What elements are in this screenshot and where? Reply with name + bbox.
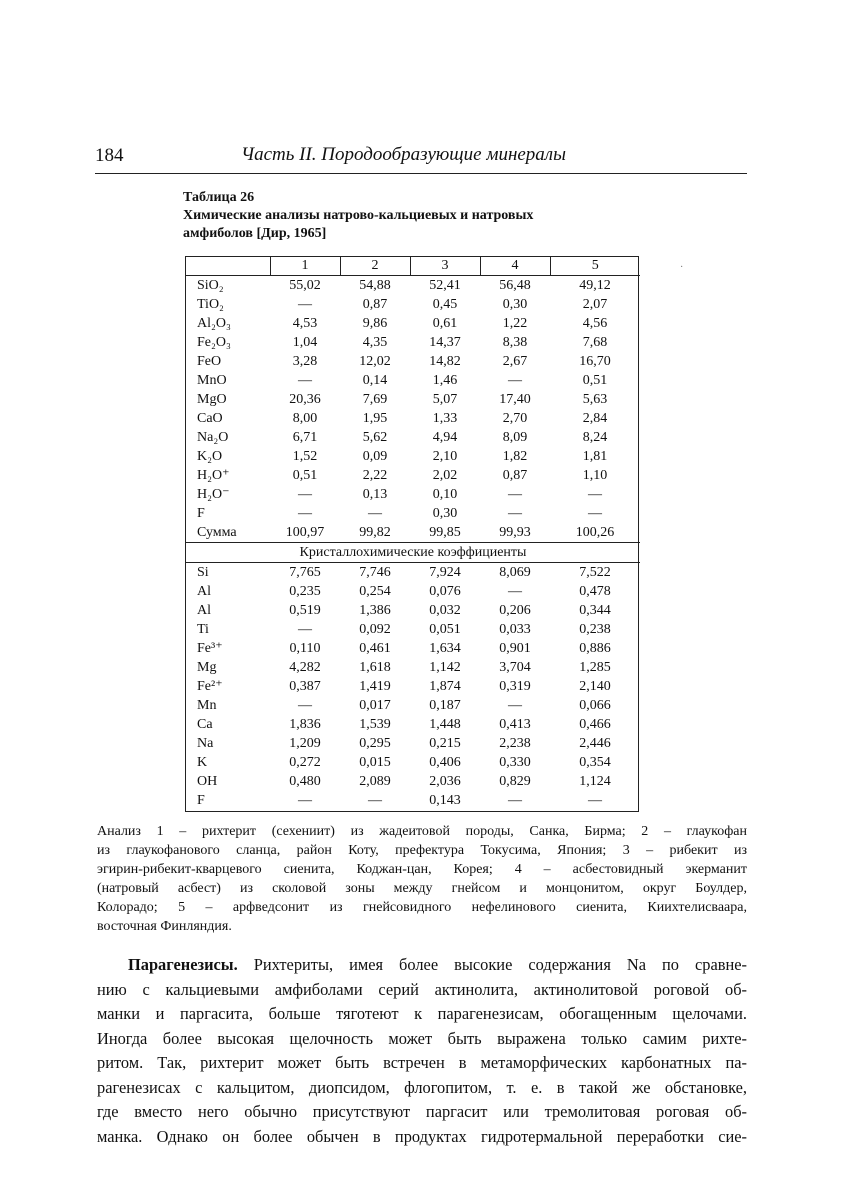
- table-cell: —: [298, 506, 312, 521]
- table-cell: 20,36: [289, 392, 321, 407]
- table-cell: —: [508, 793, 522, 808]
- row-label: MgO: [197, 392, 227, 407]
- table-cell: —: [368, 793, 382, 808]
- table-cell: 7,522: [579, 565, 611, 580]
- table-cell: 0,187: [429, 698, 461, 713]
- table-cell: 1,285: [579, 660, 611, 675]
- table-cell: 0,87: [362, 297, 388, 312]
- table-cell: 0,319: [499, 679, 531, 694]
- table-cell: 0,13: [362, 487, 388, 502]
- table-cell: 3,28: [292, 354, 318, 369]
- margin-mark: ·: [680, 262, 684, 273]
- table-cell: 6,71: [292, 430, 318, 445]
- table-cell: 0,87: [502, 468, 528, 483]
- table-cell: 4,53: [292, 316, 318, 331]
- table-cell: 2,70: [502, 411, 528, 426]
- table-cell: —: [368, 506, 382, 521]
- column-header: [186, 257, 270, 276]
- table-cell: 0,480: [289, 774, 321, 789]
- table-cell: 0,330: [499, 755, 531, 770]
- table-cell: 0,387: [289, 679, 321, 694]
- table-cell: 2,140: [579, 679, 611, 694]
- paragraph-line: Иногда более высокая щелочность может быть выражена только самим рихте-: [97, 1028, 747, 1048]
- table-row: [186, 715, 640, 734]
- row-label: F: [197, 506, 205, 521]
- table-cell: 1,386: [359, 603, 391, 618]
- table-cell: 0,235: [289, 584, 321, 599]
- table-row: [186, 428, 640, 447]
- row-label: Al: [197, 603, 211, 618]
- table-cell: 1,124: [579, 774, 611, 789]
- table-cell: 1,618: [359, 660, 391, 675]
- table-row: [186, 677, 640, 696]
- row-label: CaO: [197, 411, 223, 426]
- body-paragraph: [97, 953, 747, 1149]
- table-cell: 2,22: [362, 468, 388, 483]
- table-cell: 1,874: [429, 679, 461, 694]
- table-cell: 14,37: [429, 335, 461, 350]
- table-cell: 4,35: [362, 335, 388, 350]
- table-cell: 2,446: [579, 736, 611, 751]
- column-header: 5: [550, 257, 640, 276]
- row-label: MnO: [197, 373, 227, 388]
- table-cell: 0,10: [432, 487, 458, 502]
- table-cell: 0,254: [359, 584, 391, 599]
- section-title: Кристаллохимические коэффициенты: [186, 543, 640, 563]
- table-cell: 1,539: [359, 717, 391, 732]
- table-cell: 2,036: [429, 774, 461, 789]
- column-header: 2: [340, 257, 410, 276]
- table-cell: 2,10: [432, 449, 458, 464]
- table-row: [186, 620, 640, 639]
- note-line: Анализ 1 – рихтерит (сехениит) из жадеитовой породы, Санка, Бирма; 2 – глаукофан: [97, 824, 747, 839]
- table-row: [186, 523, 640, 543]
- table-row: [186, 352, 640, 371]
- row-label: Na₂O: [197, 430, 229, 445]
- table-row: [186, 371, 640, 390]
- table-cell: 0,238: [579, 622, 611, 637]
- table-cell: 54,88: [359, 278, 391, 293]
- table-cell: 1,95: [362, 411, 388, 426]
- table-cell: 1,448: [429, 717, 461, 732]
- page-header: [95, 143, 747, 174]
- table-cell: 7,746: [359, 565, 391, 580]
- table-row: [186, 696, 640, 715]
- table-cell: 0,215: [429, 736, 461, 751]
- table-cell: 1,634: [429, 641, 461, 656]
- row-label: H₂O⁻: [197, 487, 230, 502]
- paragraph-heading: Парагенезисы.: [128, 955, 238, 974]
- table-cell: 8,09: [502, 430, 528, 445]
- table-cell: —: [508, 487, 522, 502]
- table-row: [186, 601, 640, 620]
- table-cell: 0,45: [432, 297, 458, 312]
- table-cell: 0,30: [432, 506, 458, 521]
- table-cell: 0,886: [579, 641, 611, 656]
- table-header-row: [186, 257, 640, 276]
- table-cell: 4,56: [582, 316, 608, 331]
- table-cell: 7,924: [429, 565, 461, 580]
- table-cell: 100,97: [270, 523, 340, 543]
- table-cell: 52,41: [429, 278, 461, 293]
- table-cell: 14,82: [429, 354, 461, 369]
- table-cell: 0,206: [499, 603, 531, 618]
- row-label: Mg: [197, 660, 217, 675]
- table-cell: 0,272: [289, 755, 321, 770]
- table-row: [186, 333, 640, 352]
- table-cell: 55,02: [289, 278, 321, 293]
- table-cell: 0,344: [579, 603, 611, 618]
- table-row: [186, 772, 640, 791]
- table-cell: 0,406: [429, 755, 461, 770]
- table-cell: 1,81: [582, 449, 608, 464]
- table-cell: —: [508, 584, 522, 599]
- table-cell: 0,110: [289, 641, 321, 656]
- table-cell: 0,51: [582, 373, 608, 388]
- table-cell: 1,10: [582, 468, 608, 483]
- table-row: [186, 295, 640, 314]
- row-label: SiO₂: [197, 278, 224, 293]
- table-cell: —: [588, 793, 602, 808]
- paragraph-line: ритом. Так, рихтерит может быть встречен в метаморфических карбонатных па-: [97, 1053, 747, 1072]
- table-cell: 0,478: [579, 584, 611, 599]
- table-cell: 1,82: [502, 449, 528, 464]
- table-cell: —: [298, 793, 312, 808]
- row-label: Al₂O₃: [197, 316, 231, 331]
- table-cell: 0,076: [429, 584, 461, 599]
- row-label: Fe₂O₃: [197, 335, 231, 350]
- page-number: 184: [95, 145, 124, 166]
- column-header: 4: [480, 257, 550, 276]
- table-cell: 1,142: [429, 660, 461, 675]
- row-label: OH: [197, 774, 218, 789]
- table-cell: 0,017: [359, 698, 391, 713]
- table-cell: 0,143: [429, 793, 461, 808]
- row-label: FeO: [197, 354, 222, 369]
- table-cell: 2,238: [499, 736, 531, 751]
- table-cell: 16,70: [579, 354, 611, 369]
- table-cell: 5,07: [432, 392, 458, 407]
- table-cell: —: [508, 373, 522, 388]
- table-cell: 2,02: [432, 468, 458, 483]
- row-label: Fe³⁺: [197, 641, 223, 656]
- table-cell: 17,40: [499, 392, 531, 407]
- table-cell: 99,93: [480, 523, 550, 543]
- table-cell: 12,02: [359, 354, 391, 369]
- table-row: [186, 563, 640, 583]
- table-row: [186, 447, 640, 466]
- table-cell: 1,52: [292, 449, 318, 464]
- table-cell: 1,33: [432, 411, 458, 426]
- row-label: H₂O⁺: [197, 468, 230, 483]
- table-cell: 0,413: [499, 717, 531, 732]
- paragraph-line: манки и паргасита, больше тяготеют к парагенезисам, обогащенным щелочами.: [97, 1004, 747, 1023]
- row-label: Ti: [197, 622, 209, 637]
- table-cell: 0,051: [429, 622, 461, 637]
- table-cell: 2,84: [582, 411, 608, 426]
- table-cell: —: [298, 373, 312, 388]
- table-cell: 7,68: [582, 335, 608, 350]
- table-cell: 0,30: [502, 297, 528, 312]
- table-cell: 100,26: [550, 523, 640, 543]
- table-note: [97, 822, 747, 936]
- table-cell: 0,295: [359, 736, 391, 751]
- table-cell: —: [508, 506, 522, 521]
- table-cell: 0,901: [499, 641, 531, 656]
- row-label: Сумма: [186, 523, 270, 543]
- table-cell: 1,04: [292, 335, 318, 350]
- table-cell: —: [298, 622, 312, 637]
- note-line: из глаукофанового сланца, район Коту, префектура Токусима, Япония; 3 – рибекит из: [97, 843, 747, 858]
- table-cell: 8,00: [292, 411, 318, 426]
- table-cell: 49,12: [579, 278, 611, 293]
- table-cell: 1,22: [502, 316, 528, 331]
- row-label: Mn: [197, 698, 217, 713]
- running-title: Часть II. Породообразующие минералы: [241, 144, 566, 165]
- table-row: [186, 390, 640, 409]
- table-cell: 7,765: [289, 565, 321, 580]
- table-cell: 99,82: [340, 523, 410, 543]
- table-cell: 8,24: [582, 430, 608, 445]
- table-label: Таблица 26: [183, 190, 255, 205]
- table-row: [186, 658, 640, 677]
- row-label: TiO₂: [197, 297, 224, 312]
- table-cell: 3,704: [499, 660, 531, 675]
- table-cell: —: [298, 297, 312, 312]
- table-cell: 0,354: [579, 755, 611, 770]
- table-cell: 8,38: [502, 335, 528, 350]
- table-cell: 0,032: [429, 603, 461, 618]
- note-line: эгирин-рибекит-кварцевого сиенита, Коджан-цан, Корея; 4 – асбестовидный экерманит: [97, 862, 747, 877]
- paragraph-line: нию с кальциевыми амфиболами серий актинолита, актинолитовой роговой об-: [97, 979, 747, 999]
- table-cell: 1,419: [359, 679, 391, 694]
- table-cell: 0,829: [499, 774, 531, 789]
- paragraph-line: где вместо него обычно присутствуют паргасит или тремолитовая роговая об-: [97, 1102, 747, 1121]
- table-cell: 2,67: [502, 354, 528, 369]
- table-cell: 2,089: [359, 774, 391, 789]
- row-label: Fe²⁺: [197, 679, 223, 694]
- table-row: [186, 734, 640, 753]
- table-row: [186, 314, 640, 333]
- row-label: Al: [197, 584, 211, 599]
- table-row: [186, 639, 640, 658]
- paragraph-first-line: [97, 953, 747, 978]
- row-label: K: [197, 755, 208, 770]
- table-row: [186, 753, 640, 772]
- column-header: 1: [270, 257, 340, 276]
- column-header: 3: [410, 257, 480, 276]
- table-cell: 0,51: [292, 468, 318, 483]
- table-cell: 99,85: [410, 523, 480, 543]
- table-row: [186, 276, 640, 296]
- row-label: K₂O: [197, 449, 223, 464]
- table-cell: 0,461: [359, 641, 391, 656]
- table-cell: 5,62: [362, 430, 388, 445]
- section-row: [186, 543, 640, 563]
- table-cell: 5,63: [582, 392, 608, 407]
- table-cell: 0,092: [359, 622, 391, 637]
- table-title-line: Химические анализы натрово-кальциевых и натровых: [183, 208, 534, 223]
- table-cell: 8,069: [499, 565, 531, 580]
- table-caption: [183, 189, 653, 243]
- table-cell: —: [298, 698, 312, 713]
- table-cell: 1,836: [289, 717, 321, 732]
- row-label: F: [197, 793, 205, 808]
- table-cell: 0,61: [432, 316, 458, 331]
- table-cell: 9,86: [362, 316, 388, 331]
- row-label: Ca: [197, 717, 213, 732]
- table-cell: —: [588, 506, 602, 521]
- note-line: восточная Финляндия.: [97, 919, 232, 934]
- table-row: [186, 582, 640, 601]
- table-row: [186, 485, 640, 504]
- note-line: Колорадо; 5 – арфведсонит из гнейсовидного нефелинового сиенита, Киихтелисваара,: [97, 900, 747, 915]
- table-cell: 1,209: [289, 736, 321, 751]
- table-cell: 4,94: [432, 430, 458, 445]
- table-cell: 1,46: [432, 373, 458, 388]
- table-cell: —: [298, 487, 312, 502]
- table-cell: 56,48: [499, 278, 531, 293]
- table-cell: 0,015: [359, 755, 391, 770]
- row-label: Na: [197, 736, 214, 751]
- paragraph-text: Рихтериты, имея более высокие содержания Na по сравне-: [237, 955, 747, 974]
- table-row: [186, 504, 640, 523]
- paragraph-line: рагенезисах с кальцитом, диопсидом, флогопитом, т. е. в такой же обстановке,: [97, 1077, 747, 1097]
- table-cell: 2,07: [582, 297, 608, 312]
- table-row: [186, 791, 640, 810]
- row-label: Si: [197, 565, 209, 580]
- table-cell: 0,033: [499, 622, 531, 637]
- note-line: (натровый асбест) из сколовой зоны между гнейсом и монцонитом, округ Боулдер,: [97, 881, 747, 896]
- paragraph-line: манка. Однако он более обычен в продуктах гидротермальной переработки сие-: [97, 1126, 747, 1146]
- table-cell: 4,282: [289, 660, 321, 675]
- table-title-line: амфиболов [Дир, 1965]: [183, 226, 327, 241]
- chemical-analyses-table: [185, 256, 639, 812]
- table-row: [186, 409, 640, 428]
- table-cell: 0,09: [362, 449, 388, 464]
- table-cell: 0,14: [362, 373, 388, 388]
- table-cell: —: [588, 487, 602, 502]
- table-cell: 0,519: [289, 603, 321, 618]
- table-cell: 0,466: [579, 717, 611, 732]
- table-cell: 0,066: [579, 698, 611, 713]
- table-cell: 7,69: [362, 392, 388, 407]
- table-cell: —: [508, 698, 522, 713]
- table-row: [186, 466, 640, 485]
